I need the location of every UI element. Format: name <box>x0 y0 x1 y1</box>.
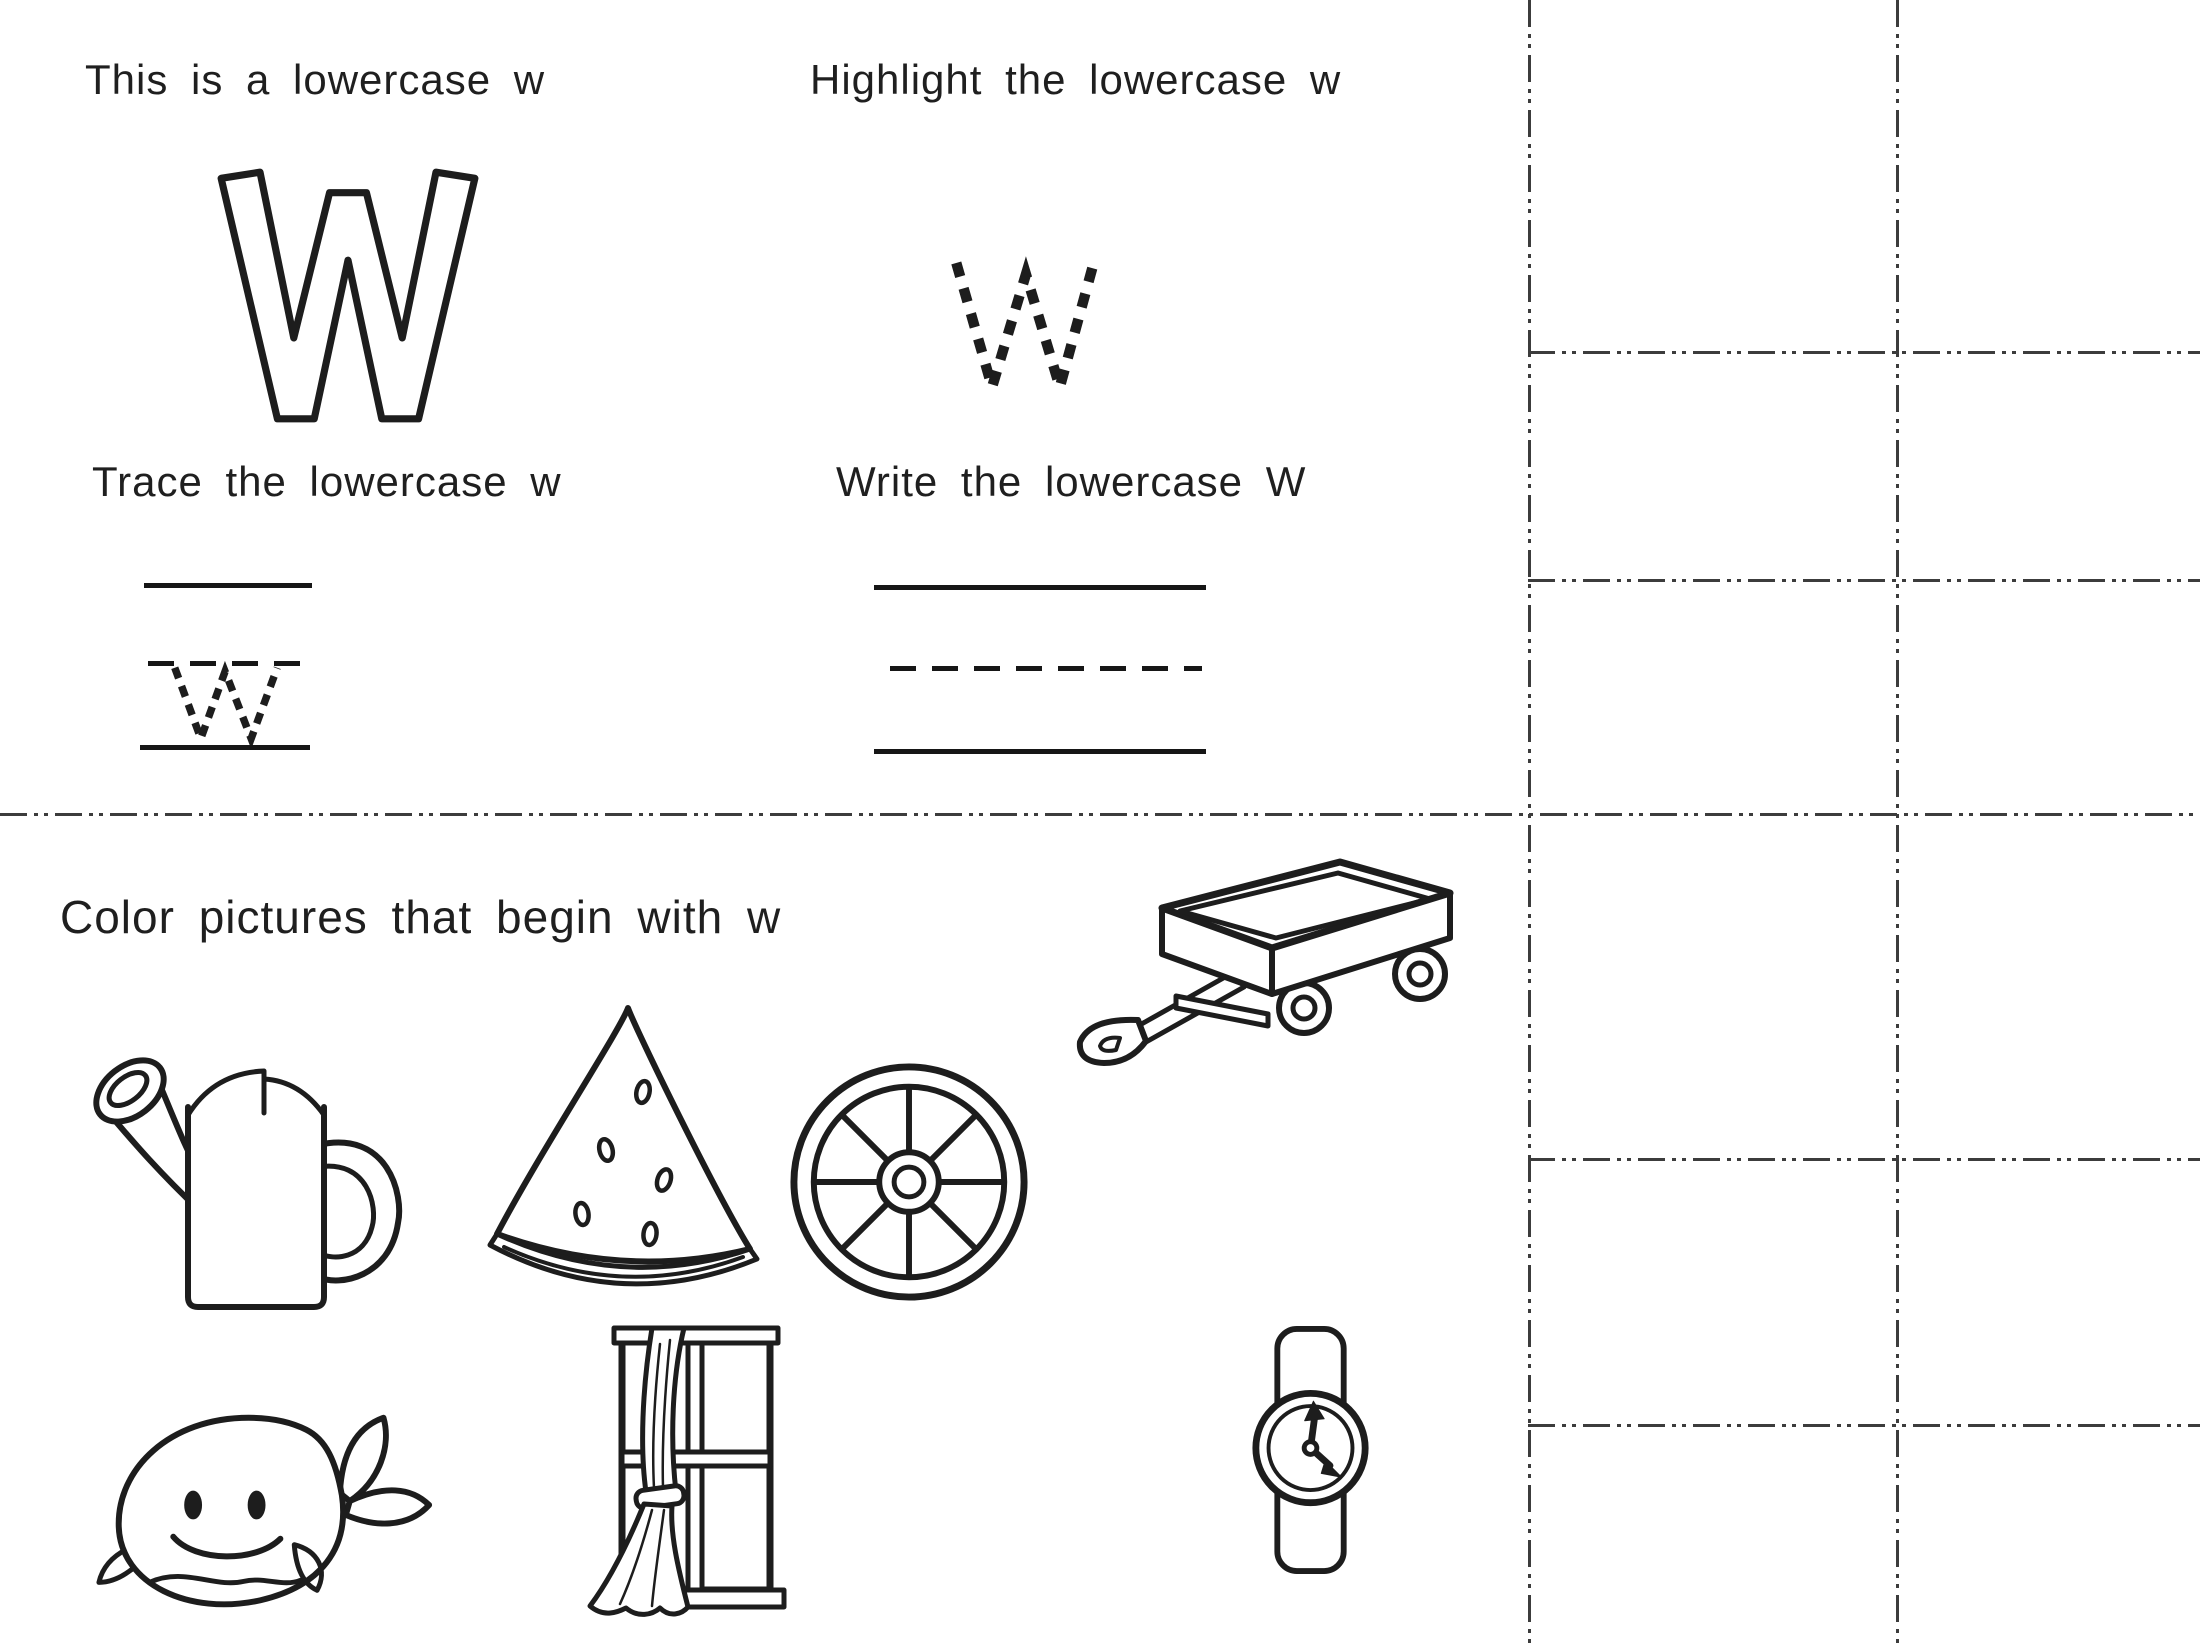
trace-baseline-rule <box>140 745 310 750</box>
whale-body <box>119 1418 343 1605</box>
fold-line-vertical-left <box>1528 0 1531 1650</box>
watering-can-body <box>188 1107 324 1307</box>
fold-line-right-3 <box>1528 1158 2200 1161</box>
fold-line-right-1 <box>1528 351 2200 354</box>
fold-line-vertical-right <box>1896 0 1899 1650</box>
fold-line-right-2 <box>1528 579 2200 582</box>
whale-tail-lower <box>346 1490 429 1523</box>
whale-eye <box>248 1491 265 1519</box>
watering-can-icon <box>72 1015 422 1315</box>
fold-line-right-4 <box>1528 1424 2200 1427</box>
watermelon-seed <box>574 1202 590 1226</box>
outline-letter-w-glyph <box>221 172 475 419</box>
trace-dashed-w-glyph <box>165 664 287 746</box>
whale-icon <box>90 1390 442 1628</box>
intro-title: This is a lowercase w <box>85 56 546 103</box>
dashed-w-strokes <box>175 668 278 739</box>
write-title: Write the lowercase W <box>836 458 1307 505</box>
wheel-icon <box>785 1058 1033 1306</box>
section-divider-line <box>0 813 2200 816</box>
whale-eye <box>185 1491 202 1519</box>
watermelon-seed <box>642 1222 657 1245</box>
write-baseline-rule <box>874 749 1206 754</box>
curtain-skirt <box>590 1504 688 1614</box>
trace-title: Trace the lowercase w <box>92 458 562 505</box>
write-mid-dashed-rule <box>890 666 1202 671</box>
window-header <box>614 1328 778 1343</box>
dashed-w-strokes <box>956 263 1093 387</box>
watermelon-icon <box>478 1002 773 1317</box>
window-icon <box>560 1320 800 1625</box>
watering-can-handle <box>318 1143 399 1281</box>
outline-letter-w <box>215 164 481 428</box>
watermelon-flesh <box>497 1008 750 1261</box>
write-top-rule <box>874 585 1206 590</box>
highlight-title: Highlight the lowercase w <box>810 56 1342 103</box>
wagon-icon <box>1072 856 1472 1071</box>
trace-top-rule <box>144 583 312 588</box>
highlight-dashed-w-glyph <box>945 253 1105 399</box>
wristwatch-icon <box>1250 1322 1372 1578</box>
color-title: Color pictures that begin with w <box>60 891 782 943</box>
